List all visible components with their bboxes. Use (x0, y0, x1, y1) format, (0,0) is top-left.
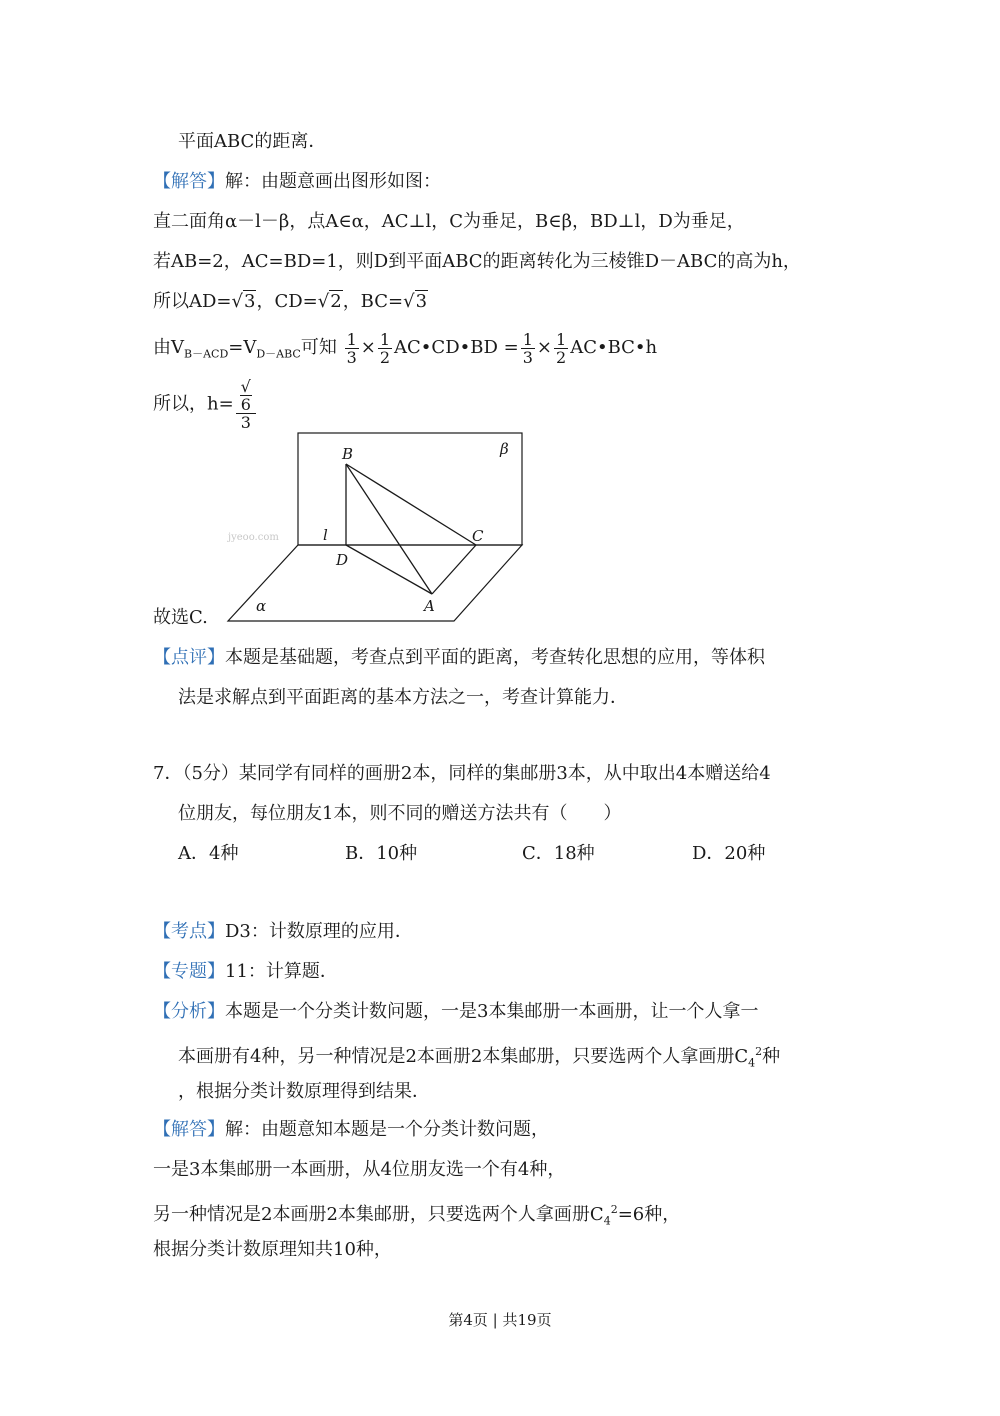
solution-text-line: 故选C. (153, 607, 208, 628)
fraction: $\frac{1}{2}$ (379, 329, 391, 367)
plane-alpha (228, 545, 522, 621)
solution-text-line: 所以AD=√3，CD=√2，BC=√3 (153, 288, 428, 316)
fraction: √ 6 3 (236, 378, 256, 431)
label-l: l (323, 526, 328, 544)
fraction: $\frac{1}{2}$ (556, 329, 567, 367)
answer-section-2: 【解答】解：由题意知本题是一个分类计数问题， (153, 1119, 549, 1140)
label-B: B (342, 445, 354, 463)
label-C: C (472, 527, 484, 545)
label-A: A (424, 597, 435, 615)
solution-text-line: 直二面角α－l－β，点A∈α，AC⊥l，C为垂足，B∈β，BD⊥l，D为垂足， (153, 211, 745, 232)
dihedral-angle-figure (220, 428, 530, 628)
question-7-stem-continued: 位朋友，每位朋友1本，则不同的赠送方法共有（ ） (178, 803, 622, 824)
segment-BA (346, 464, 432, 594)
analysis-continued: ，根据分类计数原理得到结果． (178, 1081, 430, 1102)
answer-tag-2: 【解答】 (153, 1119, 225, 1140)
volume-equation: 由$V_{B-ACD}=V_{D-ABC}$可知 $\frac{1}{3}$ × $\frac{1}{2}$ AC•CD•BD = $\frac{1}{3}$ × $\frac{1}{2}$ AC•BC•h (153, 329, 658, 367)
label-beta: β (500, 440, 509, 458)
fraction: $\frac{1}{3}$ (346, 329, 357, 367)
sqrt-expression: √3 (231, 291, 256, 312)
solution-text-line: 另一种情况是2本画册2本集邮册，只要选两个人拿画册$C_4^2=6$种， (153, 1203, 681, 1228)
segment-DA (346, 545, 432, 594)
solution-text-line: 根据分类计数原理知共10种， (153, 1239, 392, 1260)
plane-beta (298, 433, 522, 545)
analysis-tag: 【分析】 (153, 1001, 225, 1022)
zhuanti-section: 【专题】11：计算题． (153, 961, 338, 982)
option-a: A．4种 (178, 843, 239, 864)
segment-CA (432, 545, 476, 594)
option-d: D．20种 (692, 843, 766, 864)
solution-text-line: 若AB=2，AC=BD=1，则D到平面ABC的距离转化为三棱锥D－ABC的高为h， (153, 251, 801, 272)
sqrt-expression: √3 (403, 291, 428, 312)
watermark: jyeoo.com (228, 532, 279, 543)
segment-BC (346, 464, 476, 545)
label-alpha: α (256, 597, 267, 615)
fraction: $\frac{1}{3}$ (522, 329, 533, 367)
kaodian-tag: 【考点】 (153, 921, 225, 942)
question-7-stem: 7．（5分）某同学有同样的画册2本，同样的集邮册3本，从中取出4本赠送给4 (153, 763, 771, 784)
analysis-section: 【分析】本题是一个分类计数问题，一是3本集邮册一本画册，让一个人拿一 (153, 1001, 759, 1022)
label-D: D (336, 551, 349, 569)
sqrt-expression: √2 (317, 291, 342, 312)
solution-text-line: 一是3本集邮册一本画册，从4位朋友选一个有4种， (153, 1159, 566, 1180)
comment-continued: 法是求解点到平面距离的基本方法之一，考查计算能力． (178, 687, 628, 708)
result-h: 所以，h= √ 6 3 (153, 378, 258, 431)
option-c: C．18种 (522, 843, 595, 864)
answer-heading (153, 168, 441, 196)
option-b: B．10种 (345, 843, 418, 864)
page-footer: 第4页 | 共19页 (448, 1311, 552, 1329)
comment-tag: 【点评】 (153, 647, 225, 668)
comment-section: 【点评】本题是基础题，考查点到平面的距离，考查转化思想的应用，等体积 (153, 647, 765, 668)
zhuanti-tag: 【专题】 (153, 961, 225, 982)
answer-intro: 解：由题意画出图形如图： (225, 171, 441, 192)
answer-tag: 【解答】 (153, 171, 225, 192)
analysis-continued: 本画册有4种，另一种情况是2本画册2本集邮册，只要选两个人拿画册$C_4^2$种 (178, 1045, 781, 1070)
kaodian-section: 【考点】D3：计数原理的应用． (153, 921, 413, 942)
solution-text-line: 平面ABC的距离． (178, 131, 327, 152)
